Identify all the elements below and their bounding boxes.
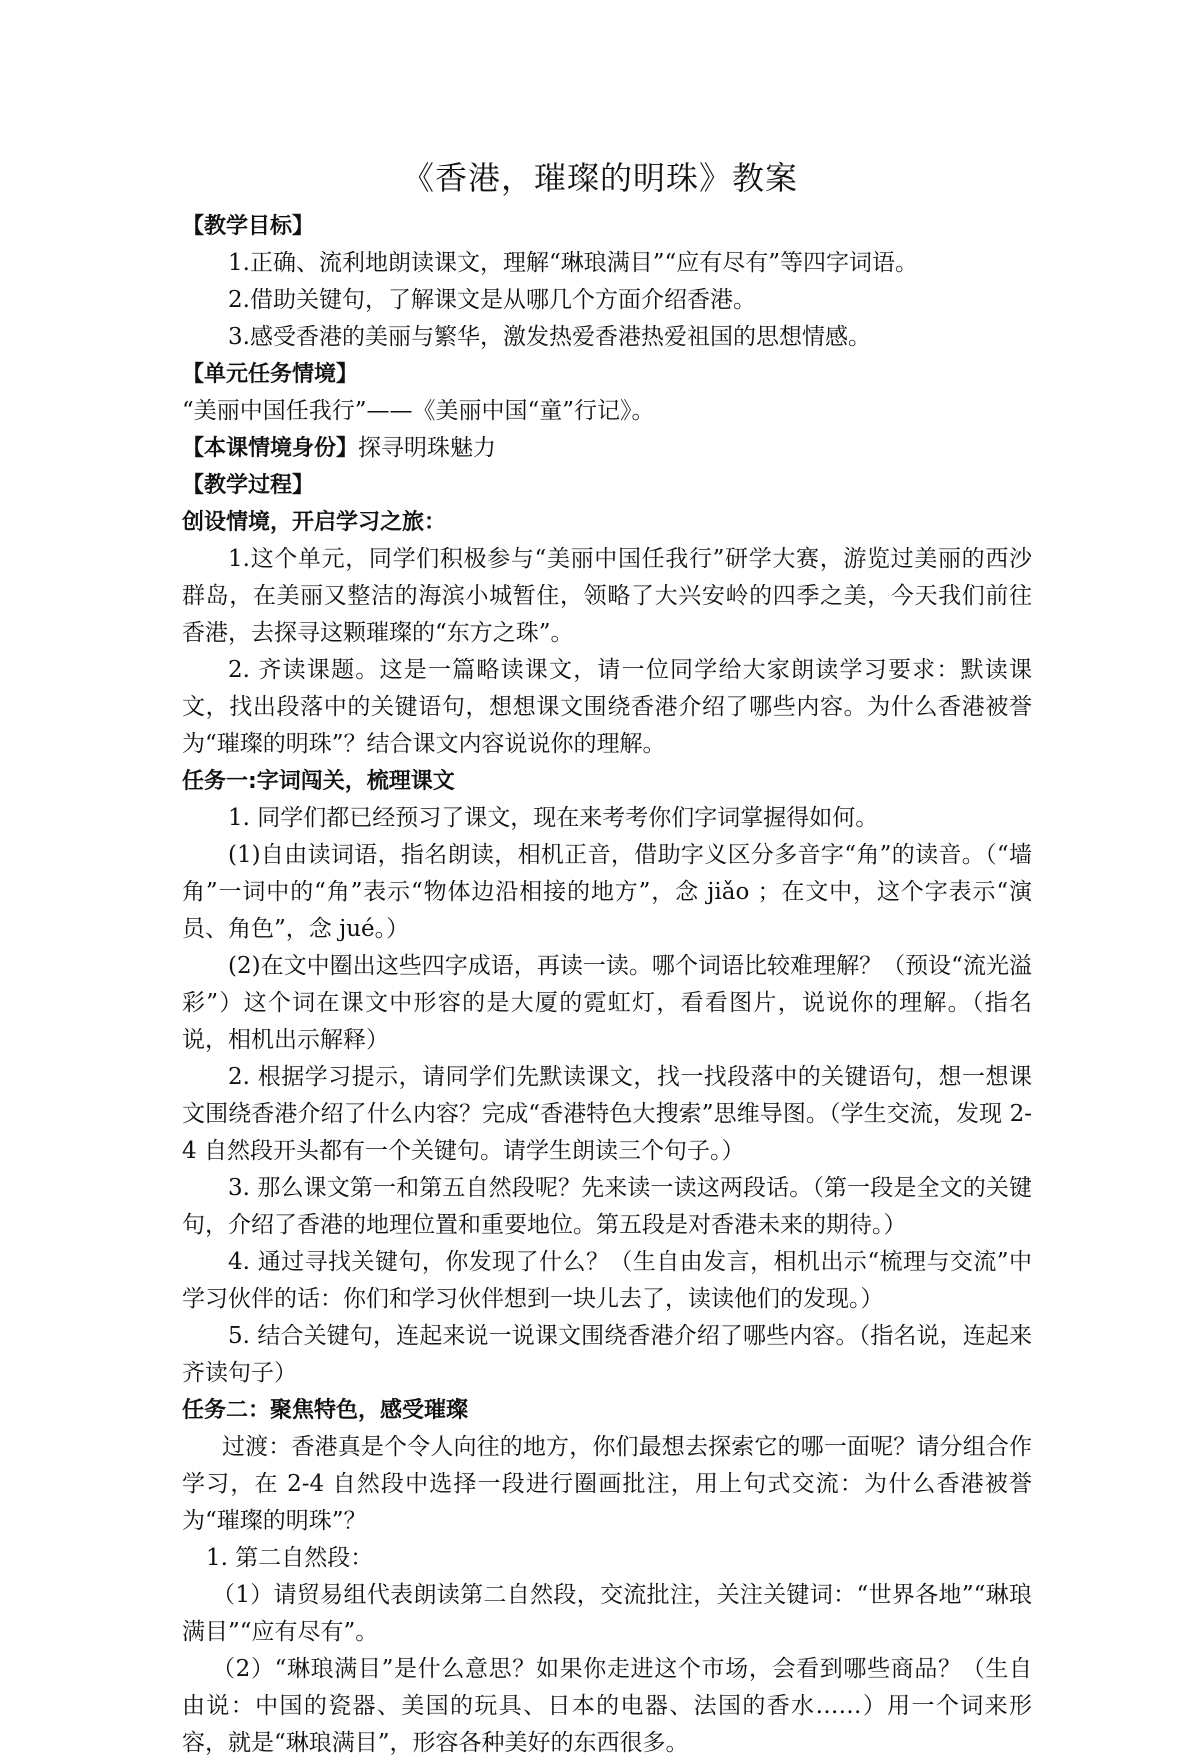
task1-paragraph: 4. 通过寻找关键句，你发现了什么？（生自由发言，相机出示“梳理与交流”中学习伙伴的话：你们和学习伙伴想到一块儿去了，读读他们的发现。）	[182, 1249, 1032, 1312]
task2-subheading: 1. 第二自然段：	[206, 1545, 374, 1571]
task2-transition: 过渡：香港真是个令人向往的地方，你们最想去探索它的哪一面呢？请分组合作学习，在 2-4 自然段中选择一段进行圈画批注，用上句式交流：为什么香港被誉为“璀璨的明珠”？	[182, 1434, 1032, 1534]
unit-context-text: “美丽中国任我行”——《美丽中国“童”行记》。	[182, 398, 655, 424]
task2-paragraph: （2）“琳琅满目”是什么意思？如果你走进这个市场，会看到哪些商品？（生自由说：中国的瓷器、美国的玩具、日本的电器、法国的香水……）用一个词来形容，就是“琳琅满目”，形容各种美好的东西很多。	[182, 1656, 1032, 1756]
objectives-heading: 【教学目标】	[182, 214, 315, 239]
document-body	[182, 208, 1032, 1762]
task1-paragraph: 1. 同学们都已经预习了课文，现在来考考你们字词掌握得如何。	[228, 805, 879, 831]
objective-item: 3.感受香港的美丽与繁华，激发热爱香港热爱祖国的思想情感。	[228, 324, 871, 350]
intro-paragraph: 2. 齐读课题。这是一篇略读课文，请一位同学给大家朗读学习要求：默读课文，找出段落中的关键语句，想想课文围绕香港介绍了哪些内容。为什么香港被誉为“璀璨的明珠”？结合课文内容说说你的理解。	[182, 657, 1032, 757]
unit-context-heading: 【单元任务情境】	[182, 362, 359, 387]
intro-paragraph: 1.这个单元，同学们积极参与“美丽中国任我行”研学大赛，游览过美丽的西沙群岛，在美丽又整洁的海滨小城暂住，领略了大兴安岭的四季之美，今天我们前往香港，去探寻这颗璀璨的“东方之珠”。	[182, 546, 1032, 646]
task1-paragraph: 3. 那么课文第一和第五自然段呢？先来读一读这两段话。（第一段是全文的关键句，介绍了香港的地理位置和重要地位。第五段是对香港未来的期待。）	[182, 1175, 1032, 1238]
intro-heading: 创设情境，开启学习之旅：	[182, 510, 447, 535]
lesson-identity-heading: 【本课情境身份】	[182, 436, 359, 461]
objective-item: 2.借助关键句，了解课文是从哪几个方面介绍香港。	[228, 287, 756, 313]
task1-paragraph: 2. 根据学习提示，请同学们先默读课文，找一找段落中的关键语句，想一想课文围绕香港介绍了什么内容？完成“香港特色大搜索”思维导图。（学生交流，发现 2-4 自然段开头都有一个关键句。请学生朗读三个句子。）	[182, 1064, 1032, 1164]
task2-paragraph: （1）请贸易组代表朗读第二自然段，交流批注，关注关键词：“世界各地”“琳琅满目”“应有尽有”。	[182, 1582, 1032, 1645]
task1-heading: 任务一:字词闯关，梳理课文	[182, 769, 455, 794]
task1-paragraph: (1)自由读词语，指名朗读，相机正音，借助字义区分多音字“角”的读音。（“墙角”一词中的“角”表示“物体边沿相接的地方”，念 jiǎo ；在文中，这个字表示“演员、角色”，念 jué。）	[182, 842, 1033, 942]
lesson-identity-text: 探寻明珠魅力	[358, 435, 497, 461]
process-heading: 【教学过程】	[182, 473, 315, 498]
task1-paragraph: 5. 结合关键句，连起来说一说课文围绕香港介绍了哪些内容。（指名说，连起来齐读句子）	[182, 1323, 1032, 1386]
objective-item: 1.正确、流利地朗读课文，理解“琳琅满目”“应有尽有”等四字词语。	[228, 250, 918, 276]
document-title: 《香港，璀璨的明珠》教案	[401, 159, 798, 197]
task1-paragraph: (2)在文中圈出这些四字成语，再读一读。哪个词语比较难理解？（预设“流光溢彩”）这个词在课文中形容的是大厦的霓虹灯，看看图片，说说你的理解。（指名说，相机出示解释）	[182, 953, 1032, 1053]
lesson-identity-line	[182, 430, 1032, 467]
task2-heading: 任务二：聚焦特色，感受璀璨	[182, 1398, 469, 1423]
